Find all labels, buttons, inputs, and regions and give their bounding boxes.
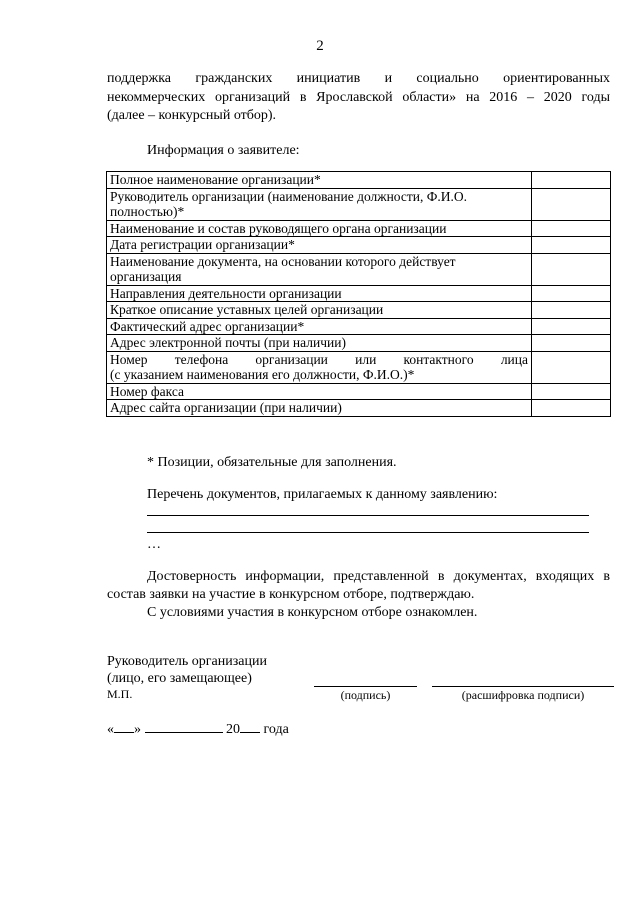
row-label: Номер факса bbox=[107, 383, 532, 400]
table-row bbox=[107, 237, 611, 254]
table-row bbox=[107, 400, 611, 417]
row-value-cell[interactable] bbox=[532, 172, 611, 189]
row-value-cell[interactable] bbox=[532, 335, 611, 352]
signature-decode-line[interactable] bbox=[432, 686, 614, 687]
table-row bbox=[107, 351, 611, 383]
row-value-cell[interactable] bbox=[532, 383, 611, 400]
row-label: Краткое описание уставных целей организации bbox=[107, 302, 532, 319]
row-value-cell[interactable] bbox=[532, 400, 611, 417]
table-row bbox=[107, 220, 611, 237]
date-day-blank[interactable] bbox=[114, 720, 134, 733]
signature-line[interactable] bbox=[314, 686, 417, 687]
signatory-label-line-2: (лицо, его замещающее) bbox=[107, 671, 252, 686]
row-value-cell[interactable] bbox=[532, 302, 611, 319]
date-year-blank[interactable] bbox=[240, 720, 260, 733]
row-label-line-2: (с указанием наименования его должности, Ф.И.О.)* bbox=[110, 367, 415, 382]
row-value-cell[interactable] bbox=[532, 237, 611, 254]
row-label: Адрес сайта организации (при наличии) bbox=[107, 400, 532, 417]
intro-line-1: поддержка гражданских инициатив и социально ориентированных bbox=[107, 71, 610, 86]
table-row bbox=[107, 188, 611, 220]
intro-paragraph bbox=[107, 70, 610, 126]
documents-heading: Перечень документов, прилагаемых к данному заявлению: bbox=[147, 487, 498, 502]
table-row bbox=[107, 253, 611, 285]
table-row bbox=[107, 302, 611, 319]
row-value-cell[interactable] bbox=[532, 318, 611, 335]
date-suffix: года bbox=[263, 722, 289, 737]
row-value-cell[interactable] bbox=[532, 253, 611, 285]
signatory-label bbox=[107, 653, 267, 687]
date-open-quote: « bbox=[107, 722, 114, 737]
conditions-text: С условиями участия в конкурсном отборе ознакомлен. bbox=[147, 605, 478, 620]
required-fields-note: * Позиции, обязательные для заполнения. bbox=[147, 455, 397, 470]
stamp-place: М.П. bbox=[107, 687, 133, 701]
row-label bbox=[107, 351, 532, 383]
table-row bbox=[107, 285, 611, 302]
row-value-cell[interactable] bbox=[532, 285, 611, 302]
row-label: Руководитель организации (наименование должности, Ф.И.О. полностью)* bbox=[107, 188, 532, 220]
signatory-label-line-1: Руководитель организации bbox=[107, 654, 267, 669]
date-line bbox=[107, 720, 289, 738]
intro-line-2: некоммерческих организаций в Ярославской области» на 2016 – 2020 годы bbox=[107, 89, 610, 105]
confirmation-paragraph bbox=[107, 568, 610, 622]
signature-caption: (подпись) bbox=[340, 688, 391, 702]
confirmation-text: Достоверность информации, представленной в документах, входящих в состав заявки на участие в конкурсном отборе, подтверждаю. bbox=[107, 569, 610, 602]
date-month-blank[interactable] bbox=[145, 720, 223, 733]
row-label-line-1: Номер телефона организации или контактного лица bbox=[110, 351, 528, 367]
table-row bbox=[107, 335, 611, 352]
row-value-cell[interactable] bbox=[532, 188, 611, 220]
documents-list-line[interactable] bbox=[147, 515, 589, 516]
date-year-prefix: 20 bbox=[226, 722, 240, 737]
row-value-cell[interactable] bbox=[532, 220, 611, 237]
row-label: Полное наименование организации* bbox=[107, 172, 532, 189]
row-label: Наименование документа, на основании которого действует организация bbox=[107, 253, 532, 285]
signature-decode-caption: (расшифровка подписи) bbox=[461, 688, 585, 702]
date-close-quote: » bbox=[134, 722, 141, 737]
page-number: 2 bbox=[316, 38, 324, 54]
row-label: Наименование и состав руководящего органа организации bbox=[107, 220, 532, 237]
table-row bbox=[107, 172, 611, 189]
applicant-info-heading: Информация о заявителе: bbox=[147, 143, 300, 158]
row-value-cell[interactable] bbox=[532, 351, 611, 383]
table-row bbox=[107, 383, 611, 400]
intro-line-3: (далее – конкурсный отбор). bbox=[107, 108, 277, 123]
applicant-info-table bbox=[106, 171, 611, 417]
row-label: Направления деятельности организации bbox=[107, 285, 532, 302]
row-label: Адрес электронной почты (при наличии) bbox=[107, 335, 532, 352]
table-row bbox=[107, 318, 611, 335]
documents-ellipsis: … bbox=[147, 537, 161, 552]
documents-list-line[interactable] bbox=[147, 532, 589, 533]
row-label: Дата регистрации организации* bbox=[107, 237, 532, 254]
row-label: Фактический адрес организации* bbox=[107, 318, 532, 335]
